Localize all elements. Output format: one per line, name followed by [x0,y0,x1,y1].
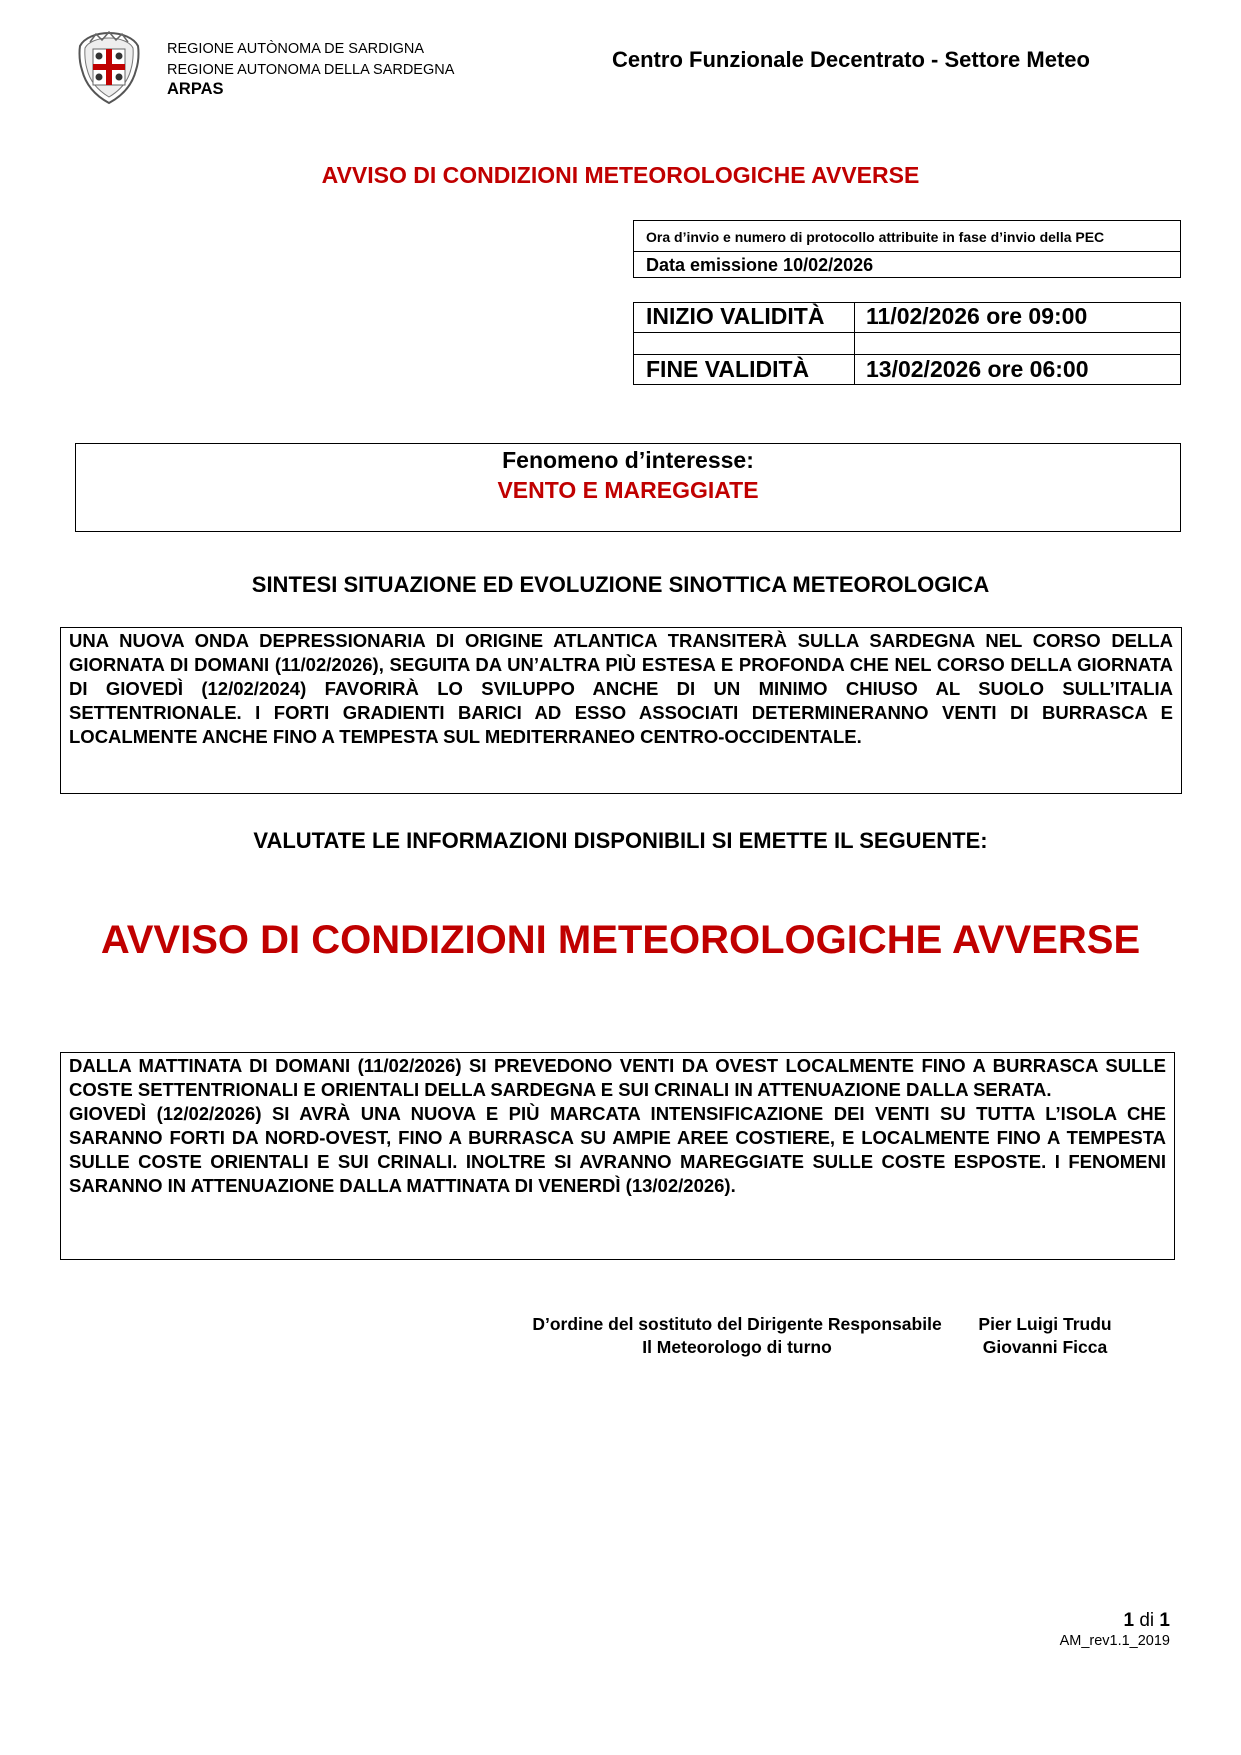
validity-end-value: 13/02/2026 ore 06:00 [866,356,1089,382]
validity-divider [854,303,855,384]
synoptic-heading: SINTESI SITUAZIONE ED EVOLUZIONE SINOTTICA METEOROLOGICA [251,572,990,597]
validity-table [633,302,1181,385]
org-line-3: ARPAS [167,80,224,98]
validity-row-line [634,332,1180,333]
validity-end-label: FINE VALIDITÀ [646,356,810,382]
warning-main-title: AVVISO DI CONDIZIONI METEOROLOGICHE AVVERSE [100,918,1141,962]
signature-names [960,1313,1130,1359]
emission-date: Data emissione 10/02/2026 [646,255,874,275]
signature-name-2: Giovanni Ficca [982,1337,1108,1357]
signature-role-2: Il Meteorologo di turno [642,1337,832,1357]
phenomenon-value: VENTO E MAREGGIATE [497,477,759,503]
phenomenon-box [75,443,1181,532]
sardinia-coat-of-arms-icon [74,30,144,106]
validity-row-line [634,354,1180,355]
synoptic-text: UNA NUOVA ONDA DEPRESSIONARIA DI ORIGINE ATLANTICA TRANSITERÀ SULLA SARDEGNA NEL CORSO DELLA GIORNATA DI DOMANI (11/02/2026), SEGUITA DA UN’ALTRA PIÙ ESTESA E PROFONDA CHE NEL CORSO DELLA GIORNATA DI GIOVEDÌ (12/02/2024) FAVORIRÀ LO SVILUPPO ANCHE DI UN MINIMO CHIUSO AL SUOLO SULL’ITALIA SETTENTRIONALE. I FORTI GRADIENTI BARICI AD ESSO ASSOCIATI DETERMINERANNO VENTI DI BURRASCA E LOCALMENTE ANCHE FINO A TEMPESTA SUL MEDITERRANEO CENTRO-OCCIDENTALE. [69,630,1173,747]
validity-start-label: INIZIO VALIDITÀ [646,303,825,329]
document-title: AVVISO DI CONDIZIONI METEOROLOGICHE AVVERSE [321,162,920,188]
org-line-2: REGIONE AUTONOMA DELLA SARDEGNA [167,62,455,78]
signature-roles [517,1313,957,1359]
page-current: 1 [1123,1610,1135,1631]
phenomenon-label: Fenomeno d’interesse: [502,447,754,473]
protocol-note: Ora d’invio e numero di protocollo attribuite in fase d’invio della PEC [634,221,1180,252]
warning-box [60,1052,1175,1260]
warning-paragraph-2: GIOVEDÌ (12/02/2026) SI AVRÀ UNA NUOVA E PIÙ MARCATA INTENSIFICAZIONE DEI VENTI SU TUTTA L’ISOLA CHE SARANNO FORTI DA NORD-OVEST, FINO A BURRASCA SU AMPIE AREE COSTIERE, E LOCALMENTE FINO A TEMPESTA SULLE COSTE ORIENTALI E SUI CRINALI. INOLTRE SI AVRANNO MAREGGIATE SULLE COSTE ESPOSTE. I FENOMENI SARANNO IN ATTENUAZIONE DALLA MATTINATA DI VENERDÌ (13/02/2026). [69,1103,1166,1196]
protocol-box [633,220,1181,278]
page-number [1100,1610,1170,1632]
organization-block [167,39,454,97]
synoptic-box [60,627,1182,794]
page-total: 1 [1159,1610,1170,1631]
issuance-statement: VALUTATE LE INFORMAZIONI DISPONIBILI SI EMETTE IL SEGUENTE: [253,828,988,853]
org-line-1: REGIONE AUTÒNOMA DE SARDIGNA [167,41,425,57]
centro-funzionale-title: Centro Funzionale Decentrato - Settore Meteo [612,47,1090,72]
page-separator: di [1139,1610,1155,1631]
validity-start-value: 11/02/2026 ore 09:00 [866,303,1088,329]
signature-name-1: Pier Luigi Trudu [978,1314,1112,1334]
signature-role-1: D’ordine del sostituto del Dirigente Responsabile [532,1314,942,1334]
warning-paragraph-1: DALLA MATTINATA DI DOMANI (11/02/2026) SI PREVEDONO VENTI DA OVEST LOCALMENTE FINO A BURRASCA SULLE COSTE SETTENTRIONALI E ORIENTALI DELLA SARDEGNA E SUI CRINALI IN ATTENUAZIONE DALLA SERATA. [69,1055,1166,1100]
revision-code: AM_rev1.1_2019 [1059,1633,1170,1649]
